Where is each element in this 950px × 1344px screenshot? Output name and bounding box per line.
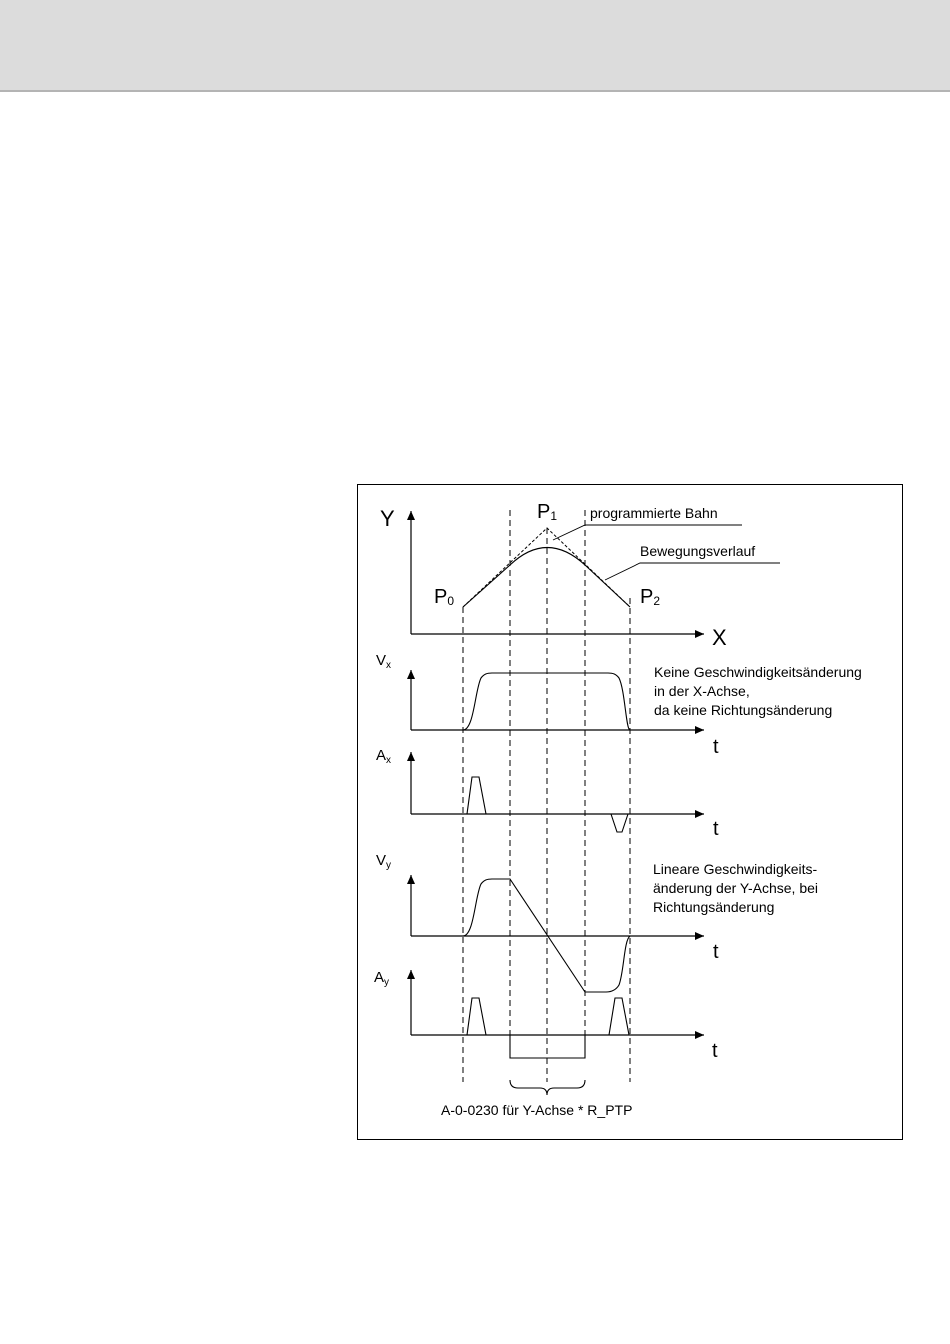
programmed-path-leader [553,525,742,540]
ax-t-label: t [713,818,719,840]
motion-path-annotation: Bewegungsverlauf [640,543,756,559]
ay-first-pulse [467,998,486,1035]
point-p0-label: P0 [434,586,455,608]
y-axis-note: Lineare Geschwindigkeits- änderung der Y-Achse, bei Richtungsänderung [653,861,819,915]
vy-t-label: t [713,941,719,963]
y-axis-label: Y [380,506,395,531]
path-plot [380,501,780,650]
x-axis-note: Keine Geschwindigkeitsänderung in der X-Achse, da keine Richtungsänderung [654,664,862,718]
vx-t-label: t [713,736,719,758]
ax-label: Ax [376,747,392,766]
point-p1-label: P1 [537,501,558,523]
vy-label: Vy [376,852,392,871]
time-guide-lines [463,510,630,1082]
brace-caption: A-0-0230 für Y-Achse * R_PTP [441,1102,633,1118]
vy-plot [376,852,822,992]
ax-negative-pulse [611,814,628,832]
ay-plot [374,969,718,1062]
point-p2-label: P2 [640,586,661,608]
ax-positive-pulse [467,777,486,814]
vx-label: Vx [376,652,392,671]
blend-duration-brace [510,1080,585,1095]
ay-t-label: t [712,1040,718,1062]
x-axis-label: X [712,625,727,650]
programmed-path-annotation: programmierte Bahn [590,505,718,521]
motion-path-leader [605,563,780,580]
ay-label: Ay [374,969,390,988]
vx-plot [376,652,866,758]
ay-last-pulse [609,998,629,1035]
